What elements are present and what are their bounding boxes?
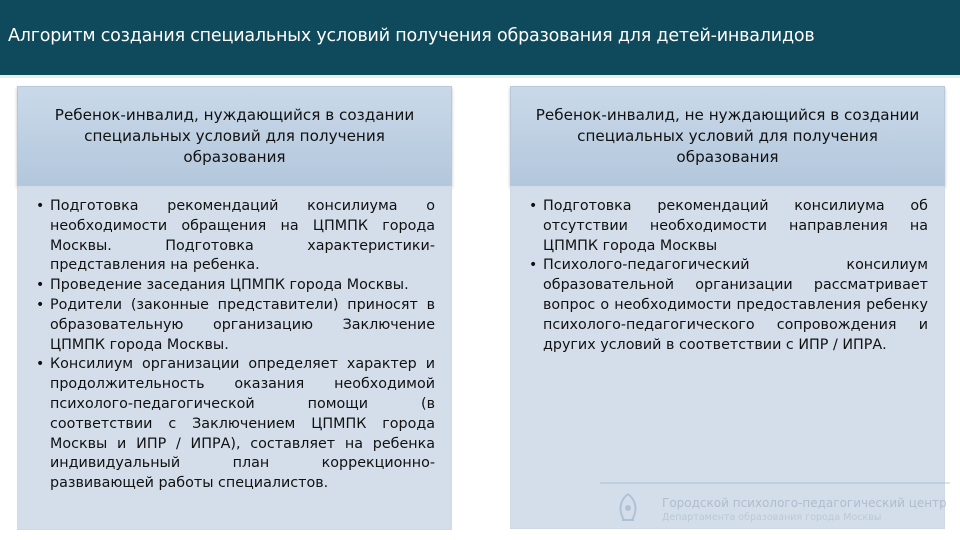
right-column [510,86,945,529]
watermark-line1: Городской психолого-педагогический центр [662,496,947,510]
slide-title: Алгоритм создания специальных условий получения образования для детей-инвалидов [8,25,815,46]
left-bullet-list [36,197,435,494]
list-item-text: Подготовка рекомендаций консилиума о необходимости обращения на ЦПМПК города Москвы. Подготовка характеристики-представления на ребенка. [50,198,435,274]
right-bullet-list [529,197,928,355]
list-item [529,197,928,256]
center-logo-icon [614,490,642,526]
list-item [36,296,435,355]
title-underline [0,75,960,78]
list-item [36,197,435,276]
watermark-divider [600,482,950,484]
list-item-text: Родители (законные представители) приносят в образовательную организацию Заключение ЦПМПК города Москвы. [50,296,435,353]
bullet-icon: • [529,257,538,274]
right-column-body [510,186,945,529]
title-bar [0,0,960,75]
list-item-text: Психолого-педагогический консилиум образовательной организации рассматривает вопрос о необходимости предоставления ребенку психолого-педагогического сопровождения и других условий в соответствии с ИПР / ИПРА. [543,257,928,353]
left-column [17,86,452,530]
list-item-text: Консилиум организации определяет характер и продолжительность оказания необходимой психолого-педагогической помощи (в соответствии с Заключением ЦПМПК города Москвы и ИПР / ИПРА), составляет на ребенка индивидуальный план коррекционно-развивающей работы специалистов. [50,356,435,492]
bullet-icon: • [36,198,45,214]
bullet-icon: • [36,296,45,313]
bullet-icon: • [36,277,45,294]
right-column-header: Ребенок-инвалид, не нуждающийся в создании специальных условий для получения образования [510,86,945,186]
list-item [36,355,435,494]
list-item [529,256,928,355]
left-column-header: Ребенок-инвалид, нуждающийся в создании специальных условий для получения образования [17,86,452,186]
list-item [36,276,435,296]
bullet-icon: • [36,356,45,373]
list-item-text: Подготовка рекомендаций консилиума об отсутствии необходимости направления на ЦПМПК города Москвы [543,198,928,254]
watermark-line2: Департамента образования города Москвы [662,512,882,523]
list-item-text: Проведение заседания ЦПМПК города Москвы. [50,277,409,294]
bullet-icon: • [529,198,538,214]
watermark [600,482,960,532]
left-column-body [17,186,452,530]
